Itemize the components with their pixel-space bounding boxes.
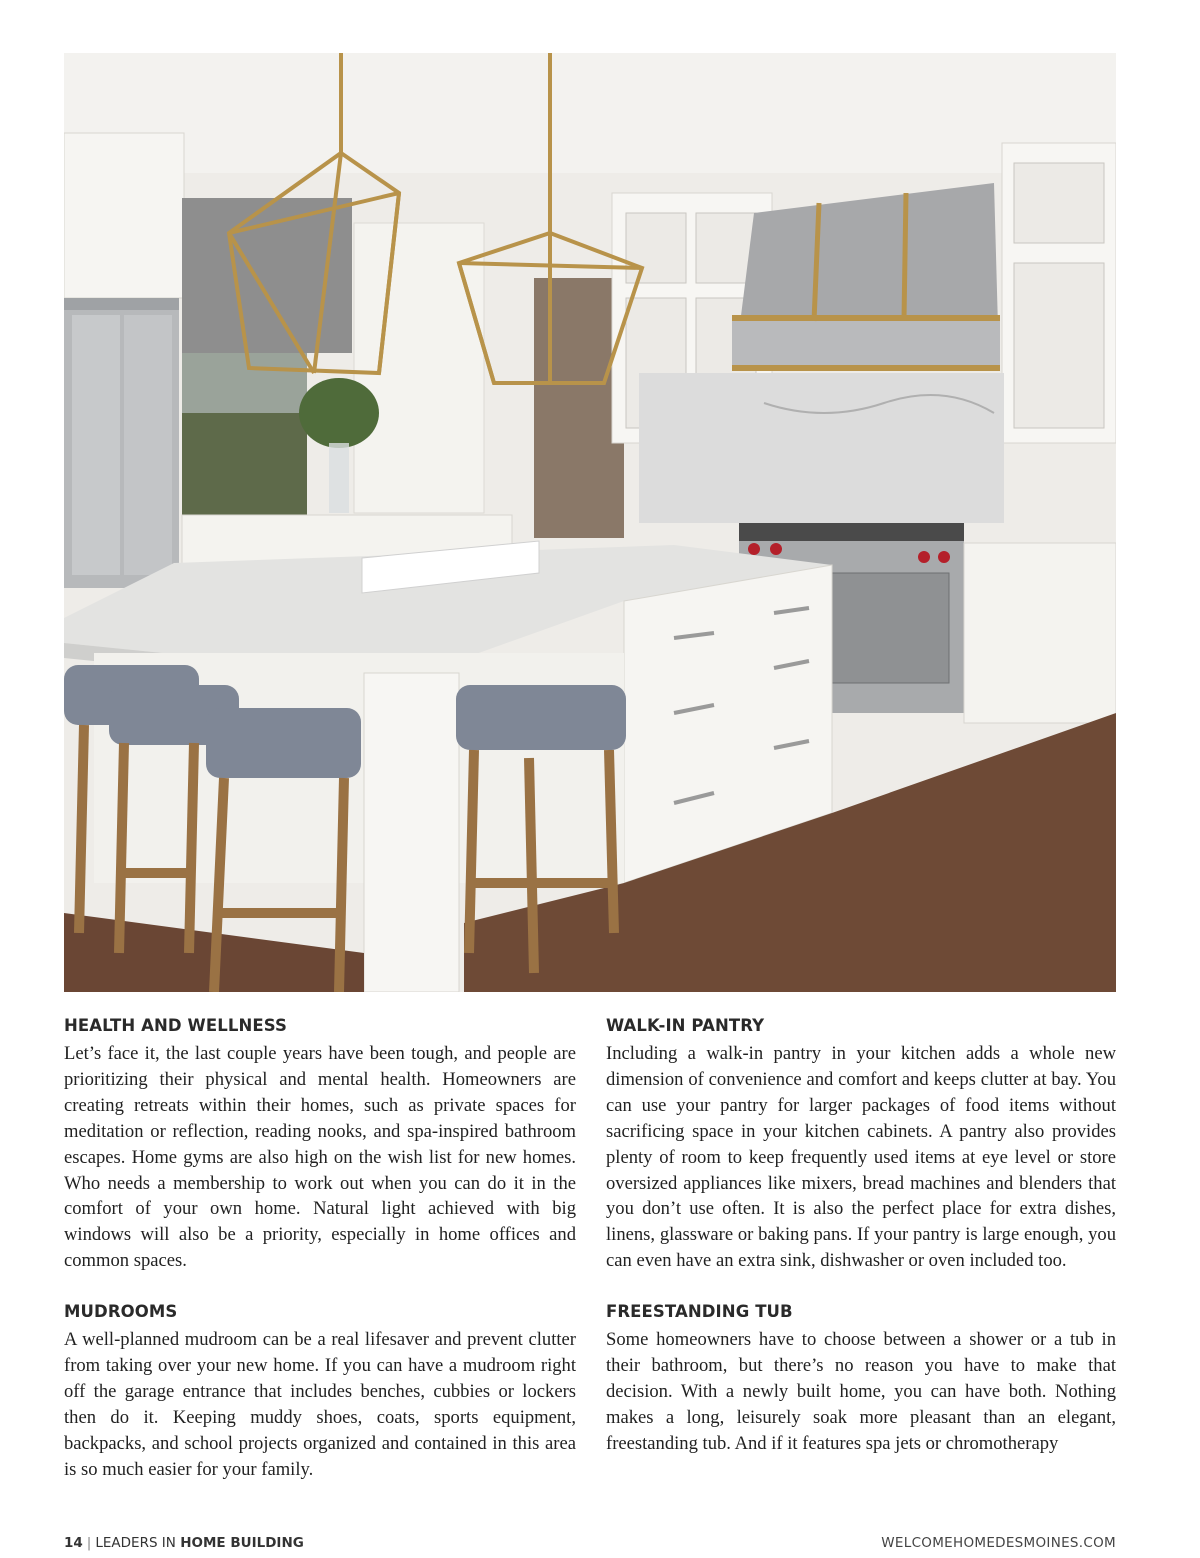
publication-name: HOME BUILDING [180, 1535, 304, 1551]
publication-prefix: LEADERS IN [95, 1535, 176, 1551]
section-heading: FREESTANDING TUB [606, 1302, 793, 1322]
kitchen-photo [64, 53, 1116, 992]
page-number: 14 [64, 1535, 83, 1551]
section-heading: HEALTH AND WELLNESS [64, 1016, 287, 1035]
section-body: A well-planned mudroom can be a real lifesaver and prevent clutter from taking over your new home. If you can have a mudroom right off the garage entrance that includes benches, cubbies or lockers then do it. Keeping muddy shoes, coats, sports equipment, backpacks, and school projects organized and contained in this area is so much easier for your family. [64, 1329, 576, 1480]
footer-publication [64, 1535, 304, 1551]
section-body: Let’s face it, the last couple years have been tough, and people are prioritizing their physical and mental health. Homeowners are creating retreats within their homes, such as private spaces for meditation or reflection, reading nooks, and spa-inspired bathroom escapes. Home gyms are also high on the wish list for new homes. Who needs a membership to work out when you can do it in the comfort of your own home. Natural light achieved with big windows will also be a priority, especially in home offices and common spaces. [64, 1043, 576, 1272]
section-body: Some homeowners have to choose between a shower or a tub in their bathroom, but there’s no reason you have to make that decision. With a newly built home, you can have both. Nothing makes a long, leisurely soak more pleasant than an elegant, freestanding tub. And if it features spa jets or chromotherapy [606, 1329, 1116, 1454]
right-column [606, 1014, 1116, 1483]
kitchen-illustration [64, 53, 1116, 992]
left-column [64, 1014, 576, 1509]
page-footer [64, 1535, 1116, 1557]
section-mudrooms [64, 1300, 576, 1482]
footer-website[interactable]: WELCOMEHOMEDESMOINES.COM [881, 1535, 1116, 1551]
section-health-and-wellness [64, 1014, 576, 1274]
section-heading: WALK-IN PANTRY [606, 1016, 765, 1035]
section-walk-in-pantry [606, 1014, 1116, 1274]
footer-separator: | [86, 1535, 92, 1551]
section-freestanding-tub [606, 1300, 1116, 1457]
section-heading: MUDROOMS [64, 1302, 178, 1322]
section-body: Including a walk-in pantry in your kitchen adds a whole new dimension of convenience and comfort and keeps clutter at bay. You can use your pantry for larger packages of food items without sacrificing space in your kitchen cabinets. A pantry also provides plenty of room to keep frequently used items at eye level or store oversized appliances like mixers, bread machines and blenders that you don’t use often. It is also the perfect place for extra dishes, linens, glassware or baking pans. If your pantry is large enough, you can even have an extra sink, dishwasher or oven included too. [606, 1043, 1116, 1272]
